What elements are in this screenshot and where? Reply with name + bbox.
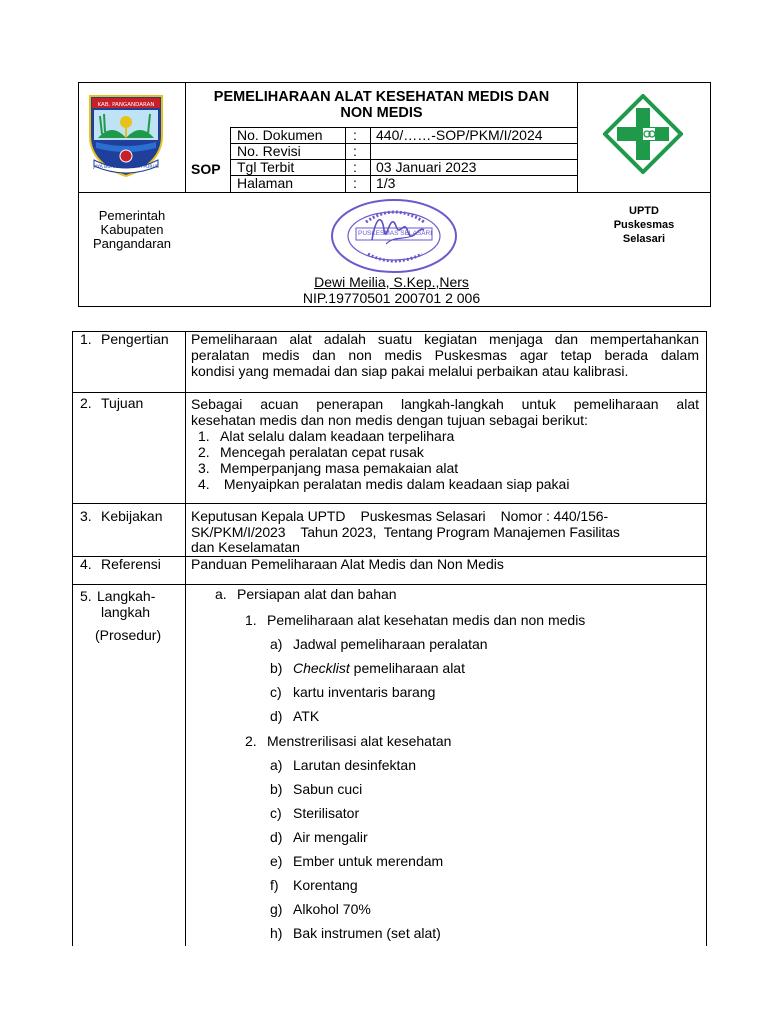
org-left-line1: Pemerintah (98, 208, 166, 223)
org-left-line3: Pangandaran (92, 236, 172, 251)
tujuan-item-number: 2. (198, 444, 210, 460)
meta-label-no-dokumen: No. Dokumen (237, 127, 323, 143)
section-number: 1. (80, 331, 92, 347)
document-title-line2: NON MEDIS (340, 105, 423, 121)
step-item-marker: e) (270, 853, 283, 869)
step-item-marker: h) (270, 925, 283, 941)
stamp-center-text: PUSKESMAS SELASARI (358, 230, 433, 237)
pengertian-text-line: Pemeliharaan alat adalah suatu kegiatan menjaga dan mempertahankan (191, 331, 699, 347)
tujuan-item-number: 4. (198, 476, 210, 492)
org-right-line3: Selasari (622, 233, 666, 245)
section-label-pengertian: Pengertian (101, 331, 169, 347)
tujuan-item: Alat selalu dalam keadaan terpelihara (220, 428, 455, 444)
section-label-langkah: Langkah- (97, 588, 156, 604)
kabupaten-pangandaran-logo (86, 92, 166, 178)
step-item (293, 660, 465, 676)
puskesmas-logo (603, 94, 683, 174)
kebijakan-text-line: dan Keselamatan (191, 539, 300, 555)
tujuan-item: Mencegah peralatan cepat rusak (220, 444, 424, 460)
section-number: 2. (80, 395, 92, 411)
tujuan-item: Memperpanjang masa pemakaian alat (220, 460, 459, 476)
step-item-marker: b) (270, 781, 283, 797)
step-item: Sabun cuci (293, 781, 363, 797)
section-label-tujuan: Tujuan (101, 395, 144, 411)
meta-value-no-dokumen: 440/……-SOP/PKM/I/2024 (376, 127, 543, 143)
step-item-marker: d) (270, 708, 283, 724)
section-label-prosedur: (Prosedur) (95, 627, 162, 643)
document-title-line1: PEMELIHARAAN ALAT KESEHATAN MEDIS DAN (213, 89, 550, 105)
step-group-number: 1. (245, 612, 257, 628)
org-right-line1: UPTD (629, 205, 659, 217)
step-item: Jadwal pemeliharaan peralatan (293, 636, 488, 652)
section-number: 3. (80, 508, 92, 524)
org-left-line2: Kabupaten (100, 222, 164, 237)
step-item-marker: d) (270, 829, 283, 845)
section-number: 5. (80, 588, 92, 604)
step-item: Sterilisator (293, 805, 360, 821)
step-item: Air mengalir (293, 829, 368, 845)
step-item-text: pemeliharaan alat (349, 660, 465, 676)
svg-text:KAB. PANGANDARAN: KAB. PANGANDARAN (97, 102, 155, 108)
step-item: Alkohol 70% (293, 901, 371, 917)
svg-text:JAYA BUANA MAKARIA PURUS: JAYA BUANA MAKARIA PURUS (93, 165, 159, 170)
tujuan-text-line: kesehatan medis dan non medis dengan tujuan sebagai berikut: (191, 412, 588, 428)
meta-sep: : (353, 175, 357, 191)
tujuan-item-number: 1. (198, 428, 210, 444)
pengertian-text-line: kondisi yang memadai dan siap pakai melalui perbaikan atau kalibrasi. (191, 363, 629, 379)
tujuan-item-number: 3. (198, 460, 210, 476)
step-item-marker: f) (270, 877, 279, 893)
section-label-kebijakan: Kebijakan (101, 508, 163, 524)
section-label-referensi: Referensi (101, 556, 161, 572)
meta-label-tgl-terbit: Tgl Terbit (237, 159, 295, 175)
tujuan-item: Menyaipkan peralatan medis dalam keadaan siap pakai (220, 476, 570, 492)
referensi-text: Panduan Pemeliharaan Alat Medis dan Non Medis (191, 556, 504, 572)
step-item-marker: b) (270, 660, 283, 676)
step-group-title: Menstrerilisasi alat kesehatan (267, 733, 452, 749)
step-item: Korentang (293, 877, 358, 893)
signatory-nip: NIP.19770501 200701 2 006 (302, 290, 481, 306)
sop-label: SOP (191, 161, 221, 177)
kebijakan-text-line: Keputusan Kepala UPTD Puskesmas Selasari Nomor : 440/156- (191, 508, 609, 524)
pengertian-text-line: peralatan medis dan non medis Puskesmas agar tetap berada dalam (191, 347, 699, 363)
meta-value-halaman: 1/3 (376, 175, 396, 191)
section-label-langkah: langkah (101, 604, 151, 620)
step-item: Larutan desinfektan (293, 757, 416, 773)
org-right-line2: Puskesmas (613, 219, 675, 231)
step-item: kartu inventaris barang (293, 684, 436, 700)
meta-sep: : (353, 143, 357, 159)
tujuan-text-line: Sebagai acuan penerapan langkah-langkah untuk pemeliharaan alat (191, 396, 699, 412)
step-item-marker: c) (270, 805, 282, 821)
step-item: Bak instrumen (set alat) (293, 925, 441, 941)
meta-label-no-revisi: No. Revisi (237, 143, 301, 159)
signatory-name: Dewi Meilia, S.Kep.,Ners (314, 274, 469, 290)
meta-sep: : (353, 159, 357, 175)
step-item-marker: a) (270, 757, 283, 773)
step-a-title: Persiapan alat dan bahan (237, 586, 397, 602)
step-item-marker: c) (270, 684, 282, 700)
kebijakan-text-line: SK/PKM/I/2023 Tahun 2023, Tentang Program Manajemen Fasilitas (191, 524, 620, 540)
meta-value-tgl-terbit: 03 Januari 2023 (376, 159, 477, 175)
step-item: Ember untuk merendam (293, 853, 444, 869)
meta-sep: : (353, 127, 357, 143)
meta-label-halaman: Halaman (237, 175, 294, 191)
step-a-marker: a. (215, 586, 227, 602)
section-number: 4. (80, 556, 92, 572)
step-group-title: Pemeliharaan alat kesehatan medis dan non medis (267, 612, 586, 628)
step-item: ATK (293, 708, 320, 724)
checklist-italic: Checklist (293, 660, 350, 676)
step-item-marker: g) (270, 901, 283, 917)
step-item-marker: a) (270, 636, 283, 652)
step-group-number: 2. (245, 733, 257, 749)
